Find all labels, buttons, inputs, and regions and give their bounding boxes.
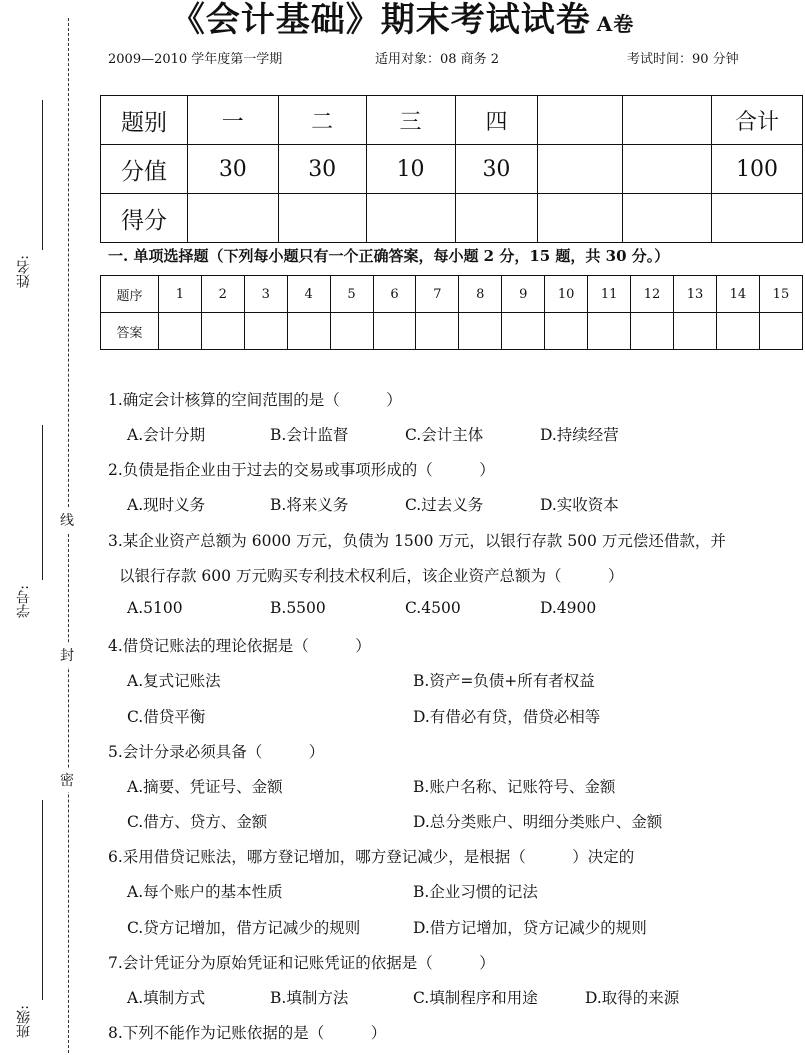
- answer-cell-6[interactable]: [373, 313, 416, 350]
- question-7-option-a[interactable]: A.填制方式: [127, 989, 206, 1007]
- section-cell-total: 合计: [712, 96, 803, 145]
- question-8-stem: 8.下列不能作为记账依据的是（ ）: [108, 1024, 387, 1042]
- answer-sheet-number-7: 7: [416, 276, 459, 313]
- question-5-option-b[interactable]: B.账户名称、记账符号、金额: [413, 778, 616, 796]
- question-1-option-a[interactable]: A.会计分期: [127, 426, 206, 444]
- name-field: [14, 100, 44, 300]
- answer-sheet-number-9: 9: [502, 276, 545, 313]
- question-7-option-c[interactable]: C.填制程序和用途: [413, 989, 538, 1007]
- question-6-option-d[interactable]: D.借方记增加，贷方记减少的规则: [413, 919, 647, 937]
- seal-char-line: 线: [60, 508, 74, 532]
- points-cell: 30: [278, 145, 366, 194]
- question-3-option-d[interactable]: D.4900: [540, 599, 597, 617]
- answer-cell-12[interactable]: [631, 313, 674, 350]
- exam-title-suffix: A卷: [596, 12, 635, 36]
- section-cell: 二: [278, 96, 366, 145]
- exam-title: [0, 0, 805, 41]
- points-cell: 10: [366, 145, 455, 194]
- score-cell[interactable]: [623, 194, 712, 243]
- answer-cell-11[interactable]: [588, 313, 631, 350]
- answer-cell-5[interactable]: [330, 313, 373, 350]
- row-label-sections: 题别: [101, 96, 188, 145]
- score-table-row-points: [101, 145, 803, 194]
- student-id-field: [14, 425, 44, 635]
- class-blank-line: [42, 800, 43, 1000]
- exam-title-main: 《会计基础》期末考试试卷: [170, 0, 591, 40]
- score-cell[interactable]: [455, 194, 538, 243]
- answer-cell-1[interactable]: [158, 313, 201, 350]
- answer-sheet-number-14: 14: [716, 276, 759, 313]
- section-cell: [623, 96, 712, 145]
- question-3-option-b[interactable]: B.5500: [270, 599, 326, 617]
- answer-cell-4[interactable]: [287, 313, 330, 350]
- question-1-option-d[interactable]: D.持续经营: [540, 426, 619, 444]
- answer-sheet-number-11: 11: [588, 276, 631, 313]
- score-cell[interactable]: [366, 194, 455, 243]
- name-label: 姓名:: [16, 255, 32, 288]
- question-1-stem: 1.确定会计核算的空间范围的是（ ）: [108, 391, 402, 409]
- question-3-stem-line-2: 以银行存款 600 万元购买专利技术权利后，该企业资产总额为（ ）: [119, 567, 624, 585]
- points-cell: 30: [187, 145, 278, 194]
- seal-char-seal: 封: [60, 643, 74, 667]
- answer-cell-14[interactable]: [716, 313, 759, 350]
- binding-margin: [0, 0, 80, 1055]
- question-1-option-c[interactable]: C.会计主体: [405, 426, 484, 444]
- question-2-option-b[interactable]: B.将来义务: [270, 496, 349, 514]
- answer-sheet-number-row: [101, 276, 803, 313]
- answer-cell-8[interactable]: [459, 313, 502, 350]
- answer-sheet-number-5: 5: [330, 276, 373, 313]
- question-2-option-d[interactable]: D.实收资本: [540, 496, 619, 514]
- question-6-option-a[interactable]: A.每个账户的基本性质: [127, 883, 283, 901]
- question-1-option-b[interactable]: B.会计监督: [270, 426, 349, 444]
- binding-dashed-line: [68, 18, 69, 1053]
- score-cell-total[interactable]: [712, 194, 803, 243]
- duration-info: 考试时间：90 分钟: [627, 52, 739, 67]
- score-cell[interactable]: [187, 194, 278, 243]
- question-4-option-b[interactable]: B.资产=负债+所有者权益: [413, 672, 595, 690]
- name-blank-line: [42, 100, 43, 250]
- question-3-stem-line-1: 3.某企业资产总额为 6000 万元，负债为 1500 万元，以银行存款 500 万元偿还借款，并: [108, 532, 726, 550]
- answer-cell-15[interactable]: [759, 313, 802, 350]
- question-5-stem: 5.会计分录必须具备（ ）: [108, 743, 325, 761]
- points-cell: [538, 145, 623, 194]
- question-5-option-c[interactable]: C.借方、贷方、金额: [127, 813, 268, 831]
- question-7-stem: 7.会计凭证分为原始凭证和记账凭证的依据是（ ）: [108, 954, 495, 972]
- answer-sheet-number-10: 10: [545, 276, 588, 313]
- student-id-blank-line: [42, 425, 43, 580]
- section-cell: 四: [455, 96, 538, 145]
- question-2-option-a[interactable]: A.现时义务: [127, 496, 206, 514]
- answer-sheet-number-4: 4: [287, 276, 330, 313]
- question-6-stem: 6.采用借贷记账法，哪方登记增加，哪方登记减少，是根据（ ）决定的: [108, 848, 635, 866]
- class-field: [14, 800, 44, 1050]
- row-label-scores: 得分: [101, 194, 188, 243]
- question-7-option-d[interactable]: D.取得的来源: [585, 989, 680, 1007]
- section-cell: 三: [366, 96, 455, 145]
- score-cell[interactable]: [538, 194, 623, 243]
- answer-sheet-number-13: 13: [674, 276, 717, 313]
- question-4-option-c[interactable]: C.借贷平衡: [127, 708, 206, 726]
- question-6-option-b[interactable]: B.企业习惯的记法: [413, 883, 538, 901]
- question-5-option-d[interactable]: D.总分类账户、明细分类账户、金额: [413, 813, 663, 831]
- answer-sheet-label-answer: 答案: [101, 313, 159, 350]
- answer-sheet-number-12: 12: [631, 276, 674, 313]
- question-4-option-a[interactable]: A.复式记账法: [127, 672, 221, 690]
- answer-sheet-label-number: 题序: [101, 276, 159, 313]
- question-5-option-a[interactable]: A.摘要、凭证号、金额: [127, 778, 283, 796]
- question-2-option-c[interactable]: C.过去义务: [405, 496, 484, 514]
- score-table: [100, 95, 803, 243]
- class-label: 班级:: [16, 1005, 32, 1038]
- answer-cell-2[interactable]: [201, 313, 244, 350]
- section-cell: 一: [187, 96, 278, 145]
- audience-info: 适用对象：08 商务 2: [375, 52, 500, 67]
- answer-cell-9[interactable]: [502, 313, 545, 350]
- score-cell[interactable]: [278, 194, 366, 243]
- score-table-row-scores: [101, 194, 803, 243]
- points-cell-total: 100: [712, 145, 803, 194]
- answer-cell-13[interactable]: [674, 313, 717, 350]
- question-4-option-d[interactable]: D.有借必有贷，借贷必相等: [413, 708, 601, 726]
- seal-char-secret: 密: [60, 768, 74, 792]
- question-7-option-b[interactable]: B.填制方法: [270, 989, 349, 1007]
- question-6-option-c[interactable]: C.贷方记增加，借方记减少的规则: [127, 919, 361, 937]
- points-cell: 30: [455, 145, 538, 194]
- score-table-row-sections: [101, 96, 803, 145]
- question-4-stem: 4.借贷记账法的理论依据是（ ）: [108, 637, 371, 655]
- answer-cell-10[interactable]: [545, 313, 588, 350]
- answer-sheet-number-15: 15: [759, 276, 802, 313]
- answer-sheet-number-2: 2: [201, 276, 244, 313]
- question-2-stem: 2.负债是指企业由于过去的交易或事项形成的（ ）: [108, 461, 495, 479]
- answer-cell-3[interactable]: [244, 313, 287, 350]
- points-cell: [623, 145, 712, 194]
- answer-sheet-number-6: 6: [373, 276, 416, 313]
- answer-sheet-table: [100, 275, 803, 350]
- section-1-heading: 一. 单项选择题（下列每小题只有一个正确答案，每小题 2 分，15 题，共 30 分。）: [108, 247, 670, 265]
- answer-sheet-answer-row: [101, 313, 803, 350]
- term-info: 2009—2010 学年度第一学期: [108, 52, 283, 67]
- answer-cell-7[interactable]: [416, 313, 459, 350]
- answer-sheet-number-1: 1: [158, 276, 201, 313]
- question-3-option-a[interactable]: A.5100: [127, 599, 183, 617]
- answer-sheet-number-3: 3: [244, 276, 287, 313]
- student-id-label: 学号:: [16, 585, 32, 618]
- section-cell: [538, 96, 623, 145]
- answer-sheet-number-8: 8: [459, 276, 502, 313]
- row-label-points: 分值: [101, 145, 188, 194]
- question-3-option-c[interactable]: C.4500: [405, 599, 461, 617]
